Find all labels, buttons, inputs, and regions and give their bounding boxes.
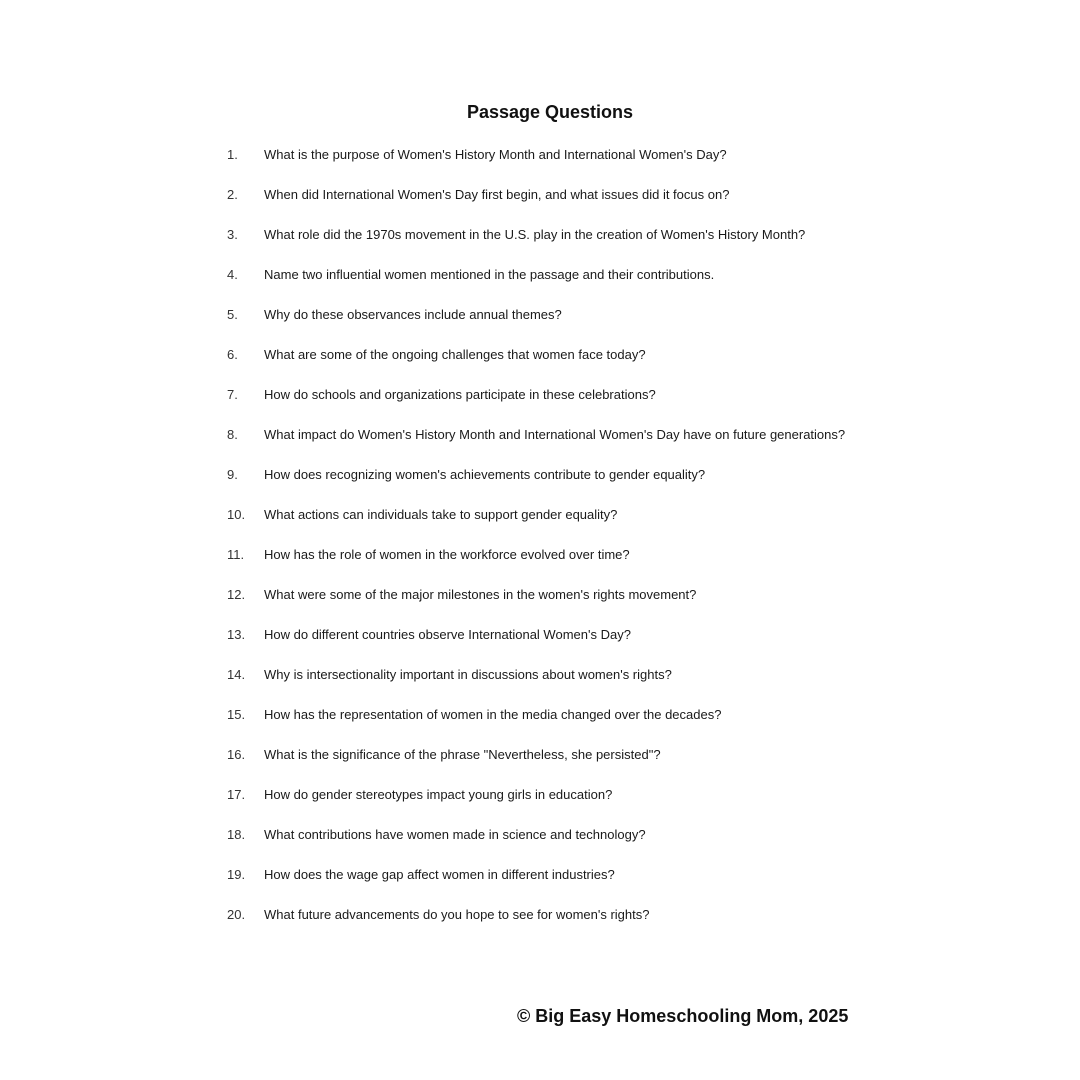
question-item (227, 385, 867, 405)
question-item (227, 425, 867, 445)
question-item (227, 665, 867, 685)
question-text: What is the significance of the phrase "Nevertheless, she persisted"? (264, 747, 661, 762)
question-text: Why is intersectionality important in discussions about women's rights? (264, 667, 672, 682)
question-text: What future advancements do you hope to see for women's rights? (264, 907, 650, 922)
question-text: How do different countries observe International Women's Day? (264, 627, 631, 642)
question-text: What impact do Women's History Month and International Women's Day have on future generations? (264, 427, 846, 442)
question-item (227, 585, 867, 605)
question-item (227, 705, 867, 725)
question-number: 5. (227, 307, 238, 322)
question-number: 7. (227, 387, 238, 402)
question-number: 14. (227, 667, 246, 682)
question-text: What actions can individuals take to support gender equality? (264, 507, 618, 522)
copyright-footer: © Big Easy Homeschooling Mom, 2025 (517, 1006, 849, 1026)
question-text: How has the role of women in the workforce evolved over time? (264, 547, 630, 562)
question-text: What contributions have women made in science and technology? (264, 827, 646, 842)
question-item (227, 865, 867, 885)
question-item (227, 145, 867, 165)
question-text: What are some of the ongoing challenges that women face today? (264, 347, 646, 362)
question-number: 8. (227, 427, 238, 442)
question-item (227, 465, 867, 485)
question-number: 16. (227, 747, 246, 762)
question-number: 19. (227, 867, 246, 882)
question-text: When did International Women's Day first begin, and what issues did it focus on? (264, 187, 730, 202)
question-item (227, 265, 867, 285)
question-number: 17. (227, 787, 246, 802)
question-text: What were some of the major milestones in the women's rights movement? (264, 587, 697, 602)
question-text: How do gender stereotypes impact young girls in education? (264, 787, 613, 802)
question-text: How does the wage gap affect women in different industries? (264, 867, 615, 882)
question-text: What role did the 1970s movement in the U.S. play in the creation of Women's History Month? (264, 227, 806, 242)
question-item (227, 305, 867, 325)
question-item (227, 225, 867, 245)
question-number: 12. (227, 587, 246, 602)
question-item (227, 345, 867, 365)
question-number: 6. (227, 347, 238, 362)
question-number: 20. (227, 907, 246, 922)
question-item (227, 185, 867, 205)
question-item (227, 905, 867, 925)
question-number: 13. (227, 627, 246, 642)
question-text: How does recognizing women's achievements contribute to gender equality? (264, 467, 706, 482)
question-number: 3. (227, 227, 238, 242)
question-number: 9. (227, 467, 238, 482)
question-text: Name two influential women mentioned in the passage and their contributions. (264, 267, 715, 282)
question-text: How do schools and organizations participate in these celebrations? (264, 387, 656, 402)
question-number: 2. (227, 187, 238, 202)
question-text: How has the representation of women in the media changed over the decades? (264, 707, 722, 722)
question-number: 4. (227, 267, 238, 282)
question-list (227, 145, 867, 945)
question-number: 18. (227, 827, 246, 842)
question-item (227, 545, 867, 565)
question-number: 1. (227, 147, 238, 162)
question-number: 15. (227, 707, 246, 722)
question-number: 10. (227, 507, 246, 522)
question-item (227, 825, 867, 845)
question-text: Why do these observances include annual themes? (264, 307, 562, 322)
question-number: 11. (227, 547, 245, 562)
question-text: What is the purpose of Women's History Month and International Women's Day? (264, 147, 727, 162)
question-item (227, 505, 867, 525)
page-title: Passage Questions (466, 102, 634, 122)
question-item (227, 745, 867, 765)
question-item (227, 625, 867, 645)
question-item (227, 785, 867, 805)
